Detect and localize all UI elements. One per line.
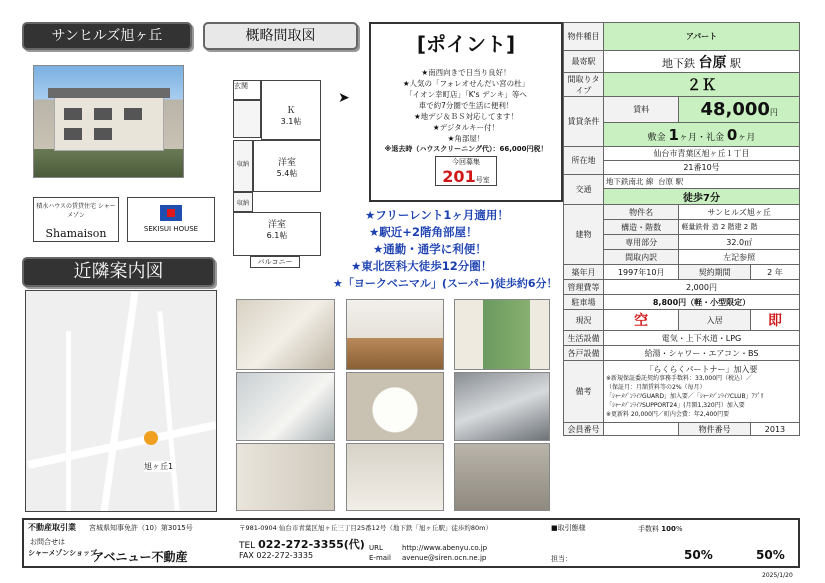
- address-1: 仙台市青葉区旭ヶ丘１丁目: [604, 147, 800, 161]
- remark-5: ※更新料 20,000円／町内会費：年2,400円要: [606, 410, 730, 418]
- point-line-0: ★南西向きで日当り良好！: [421, 68, 511, 77]
- point-box: [369, 22, 563, 202]
- footer: 不動産取引業 宮城県知事免許（10）第3015号 お問合せは シャーメゾンショップ アベニュー不動産 〒981-0904 仙台市青葉区旭ヶ丘三丁目25番12号（地下鉄「旭ヶ丘駅」徒歩約80m） TEL 022-272-3355(代) FAX 022-272-3335 URL E-mail http://www.abenyu.co.jp avenue@siren.ocn.ne.jp ■取引態様 担当： 手数料 100% 50% 50%: [22, 518, 800, 568]
- point-line-3: 車で約7分圏で生活に便利！: [418, 101, 514, 110]
- email-label: E-mail: [369, 554, 391, 562]
- footer-brand: シャーメゾンショップ: [28, 549, 97, 557]
- parking-value: 8,800円（軽・小型限定）: [604, 295, 800, 310]
- traffic-line: 地下鉄南北: [606, 177, 644, 186]
- station-name: 台原: [698, 54, 727, 71]
- plan-breakdown-label: 間取内訳: [604, 250, 679, 265]
- map-pin-icon: [144, 431, 158, 445]
- license-label: 不動産取引業: [28, 523, 76, 532]
- point-line-5: ★デジタルキー付！: [432, 123, 500, 132]
- fax-label: FAX: [239, 551, 254, 560]
- point-note: ※退去時（ハウスクリーニング代）：66,000円税！: [384, 145, 548, 153]
- member-no-label: 会員番号: [564, 423, 604, 436]
- key-money-unit: ヶ月: [737, 132, 756, 143]
- remark-3: 「ｼｬｰﾒｿﾞﾝﾗｲﾌGUARD」加入要／「ｼｬｰﾒｿﾞﾝﾗｲﾌCLUB」ｱﾌﾟﾘ: [606, 392, 764, 400]
- photo-storage: [236, 443, 335, 511]
- structure-suffix: 造: [711, 223, 719, 231]
- traffic-eki: 駅: [675, 177, 684, 186]
- point-line-6: ★角部屋！: [447, 134, 485, 143]
- room-suffix: 号室: [475, 176, 490, 184]
- location-label: 所在地: [564, 147, 604, 175]
- remarks-label: 備考: [564, 361, 604, 423]
- floor-suffix: 階: [750, 223, 758, 231]
- remark-2: （保証月：月額賃料等の2%（毎月）: [606, 383, 706, 391]
- plan-genkan: 玄関: [234, 82, 248, 90]
- mgmt-value: 2,000円: [604, 280, 800, 295]
- url-label: URL: [369, 544, 383, 552]
- fee-pct-3: %: [772, 548, 785, 562]
- utilities-label: 生活設備: [564, 331, 604, 346]
- floor-value: 2: [720, 223, 726, 231]
- equipment-label: 各戸設備: [564, 346, 604, 361]
- term-unit: 年: [774, 267, 783, 277]
- email-value[interactable]: avenue@siren.ocn.ne.jp: [402, 554, 487, 562]
- layout-value: ２Ｋ: [604, 73, 800, 97]
- plan-room-2: 洋室: [267, 220, 286, 230]
- remark-4: 「ｼｬｰﾒｿﾞﾝﾗｲﾌSUPPORT24」(月額1,320円）加入要: [606, 401, 745, 409]
- url-value[interactable]: http://www.abenyu.co.jp: [402, 544, 488, 552]
- traffic-station: 台原: [658, 177, 674, 186]
- move-in-label: 入居: [679, 310, 751, 331]
- property-name-label: 物件名: [604, 205, 679, 220]
- recruit-label: 今回募集: [452, 158, 480, 166]
- deposit-label: 敷金: [647, 132, 666, 143]
- traffic-label: 交通: [564, 175, 604, 205]
- status-value: 空: [604, 310, 679, 331]
- plan-room-2-size: 6.1帖: [266, 231, 288, 240]
- remark-0: 「らくらくパートナー」加入要: [645, 364, 758, 374]
- parking-label: 駐車場: [564, 295, 604, 310]
- photo-room-1: [346, 299, 444, 370]
- property-no-label: 物件番号: [679, 423, 751, 436]
- building-name-header: サンヒルズ旭ヶ丘: [22, 22, 192, 50]
- walk-time: 徒歩7分: [604, 189, 800, 205]
- deposit-unit: ヶ月: [678, 132, 697, 143]
- floor-plan: [230, 78, 325, 268]
- plan-breakdown-value: 左記参照: [679, 250, 800, 265]
- license-value: 宮城県知事免許（10）第3015号: [89, 524, 193, 532]
- point-title: [ポイント]: [416, 32, 516, 56]
- photo-closet: [346, 443, 444, 511]
- fee-pct-1: %: [675, 525, 683, 533]
- area-value: 32.0㎡: [679, 235, 800, 250]
- plan-room-1-size: 5.4帖: [276, 169, 298, 178]
- plan-k: Ｋ: [286, 106, 296, 116]
- conditions-label: 賃貸条件: [564, 97, 604, 147]
- equipment-value: 給湯・シャワー・エアコン・BS: [604, 346, 800, 361]
- building-label: 建物: [564, 205, 604, 265]
- built-label: 築年月: [564, 265, 604, 280]
- type-label: 物件種目: [564, 23, 604, 51]
- highlight-0: ★フリーレント1ヶ月適用！: [365, 208, 509, 222]
- highlight-4: ★「ヨークベニマル」(スーパー)徒歩約6分！: [333, 277, 558, 290]
- plan-k-size: 3.1帖: [280, 117, 302, 126]
- photo-washbasin: [236, 372, 335, 441]
- spec-table: 物件種目 アパート 最寄駅 地下鉄 台原 駅 間取りタイプ ２Ｋ 賃貸条件 賃料 48,000円 敷金 1ヶ月・礼金 0ヶ月 所在地 仙台市青葉区旭ヶ丘１丁目 21番10号 交通 地下鉄南北 線 台原 駅 徒歩7分 建物 物件名 サンヒルズ旭ヶ丘 構造・階数 軽量鉄骨 造 2 階建 2 階 専用部分 32.0㎡ 間取内訳 左記参照 築年月 1997年10月 契約期間 2 年 管理費等 2,000円 駐車場 8,800円（軽・小型限定） 現況 空 入居 即 生活設備 電気・上下水道・LPG 各戸設備 給湯・シャワー・エアコン・BS 備考 「らくらくパートナー」加入要 ※新規保証委託契約事務手数料：33,000円（税込）／ （保証月：月額賃料等の2%（毎月） 「ｼｬｰﾒｿﾞﾝﾗｲﾌGUARD」加入要／「ｼｬｰﾒｿﾞﾝﾗｲﾌCLUB」ｱﾌﾟﾘ 「ｼｬｰﾒｿﾞﾝﾗｲﾌSUPPORT24」(月額1,320円）加入要 ※更新料 20,000円／町内会費：年2,400円要 会員番号 物件番号 2013: [563, 22, 800, 436]
- point-line-2: 「イオン幸町店」「K's デンキ」等へ: [405, 90, 527, 99]
- plan-room-1: 洋室: [277, 158, 296, 168]
- fee-label: 手数料: [638, 525, 659, 533]
- point-line-1: ★人気の「フォレオせんだい宮の杜」: [402, 79, 530, 88]
- shamaison-logo: [33, 197, 119, 242]
- structure-value: 軽量鉄骨: [681, 223, 710, 231]
- layout-label: 間取りタイプ: [564, 73, 604, 97]
- photo-room-2: [454, 299, 550, 370]
- type-value: アパート: [604, 23, 800, 51]
- photo-kitchen: [236, 299, 335, 370]
- area-map-header: 近隣案内図: [22, 257, 215, 287]
- fax-value: 022-272-3335: [256, 551, 314, 560]
- highlight-1: ★駅近+2階角部屋！: [369, 225, 478, 239]
- sekisui-logo: [127, 197, 215, 242]
- mgmt-label: 管理費等: [564, 280, 604, 295]
- tel-value[interactable]: 022-272-3355(代): [258, 538, 365, 551]
- plan-storage-1: 収納: [233, 140, 253, 192]
- highlight-3: ★東北医科大徒歩12分圏！: [351, 259, 493, 273]
- property-no-value: 2013: [750, 423, 799, 436]
- deposit-value: 1: [668, 125, 679, 144]
- deal-label: 取引態様: [557, 524, 586, 532]
- utilities-value: 電気・上下水道・LPG: [604, 331, 800, 346]
- logo-sekisui-text: SEKISUI HOUSE: [143, 225, 199, 233]
- built-value: 1997年10月: [604, 265, 679, 280]
- highlights: [333, 207, 568, 292]
- company-name: アベニュー不動産: [92, 550, 188, 564]
- print-date: 2025/1/20: [762, 572, 793, 579]
- structure-label: 構造・階数: [604, 220, 679, 235]
- term-value: 2: [767, 267, 773, 277]
- traffic-sen: 線: [645, 177, 654, 186]
- footer-intro: お問合せは: [30, 538, 65, 546]
- logo-caption: 積水ハウスの賃貸住宅 シャーメゾン: [36, 203, 116, 219]
- tel-label: TEL: [239, 541, 256, 551]
- map-area-label: 旭ヶ丘1: [144, 462, 174, 471]
- fee-landlord: 50: [684, 548, 701, 562]
- rent-unit: 円: [769, 108, 778, 117]
- station-suffix: 駅: [730, 56, 741, 70]
- fee-total: 100: [661, 525, 676, 533]
- rent-label: 賃料: [604, 97, 679, 123]
- photo-entrance: [454, 443, 550, 511]
- plan-balcony: バルコニー: [250, 256, 300, 268]
- building-photo: [33, 65, 184, 178]
- company-address: 〒981-0904 仙台市青葉区旭ヶ丘三丁目25番12号（地下鉄「旭ヶ丘駅」徒歩約80m）: [239, 524, 493, 532]
- point-line-4: ★地デジ＆ＢＳ対応してます！: [413, 112, 519, 121]
- logo-shamaison-text: Shamaison: [45, 227, 107, 240]
- key-money-label: 礼金: [706, 132, 725, 143]
- plan-storage-2: 収納: [233, 192, 253, 212]
- station-line: 地下鉄: [662, 56, 695, 70]
- photo-bath: [454, 372, 550, 441]
- property-name-value: サンヒルズ旭ヶ丘: [679, 205, 800, 220]
- highlight-2: ★通勤・通学に利便！: [373, 242, 487, 256]
- floor-plan-header: 概略間取図: [203, 22, 358, 50]
- remark-1: ※新規保証委託契約事務手数料：33,000円（税込）／: [606, 374, 753, 382]
- area-map: [25, 290, 217, 512]
- stories-label: 階建: [727, 223, 742, 231]
- fee-pct-2: %: [700, 548, 713, 562]
- stories-value: 2: [743, 223, 749, 231]
- photo-toilet: [346, 372, 444, 441]
- move-in-value: 即: [750, 310, 799, 331]
- room-number: 201: [442, 167, 476, 186]
- term-label: 契約期間: [679, 265, 751, 280]
- area-label: 専用部分: [604, 235, 679, 250]
- agent-label: 担当：: [551, 555, 572, 563]
- key-money-value: 0: [726, 125, 738, 144]
- station-label: 最寄駅: [564, 51, 604, 73]
- status-label: 現況: [564, 310, 604, 331]
- north-arrow-icon: ➤: [338, 90, 350, 106]
- fee-tenant: 50: [756, 548, 773, 562]
- rent-value: 48,000: [700, 99, 770, 120]
- address-2: 21番10号: [604, 161, 800, 175]
